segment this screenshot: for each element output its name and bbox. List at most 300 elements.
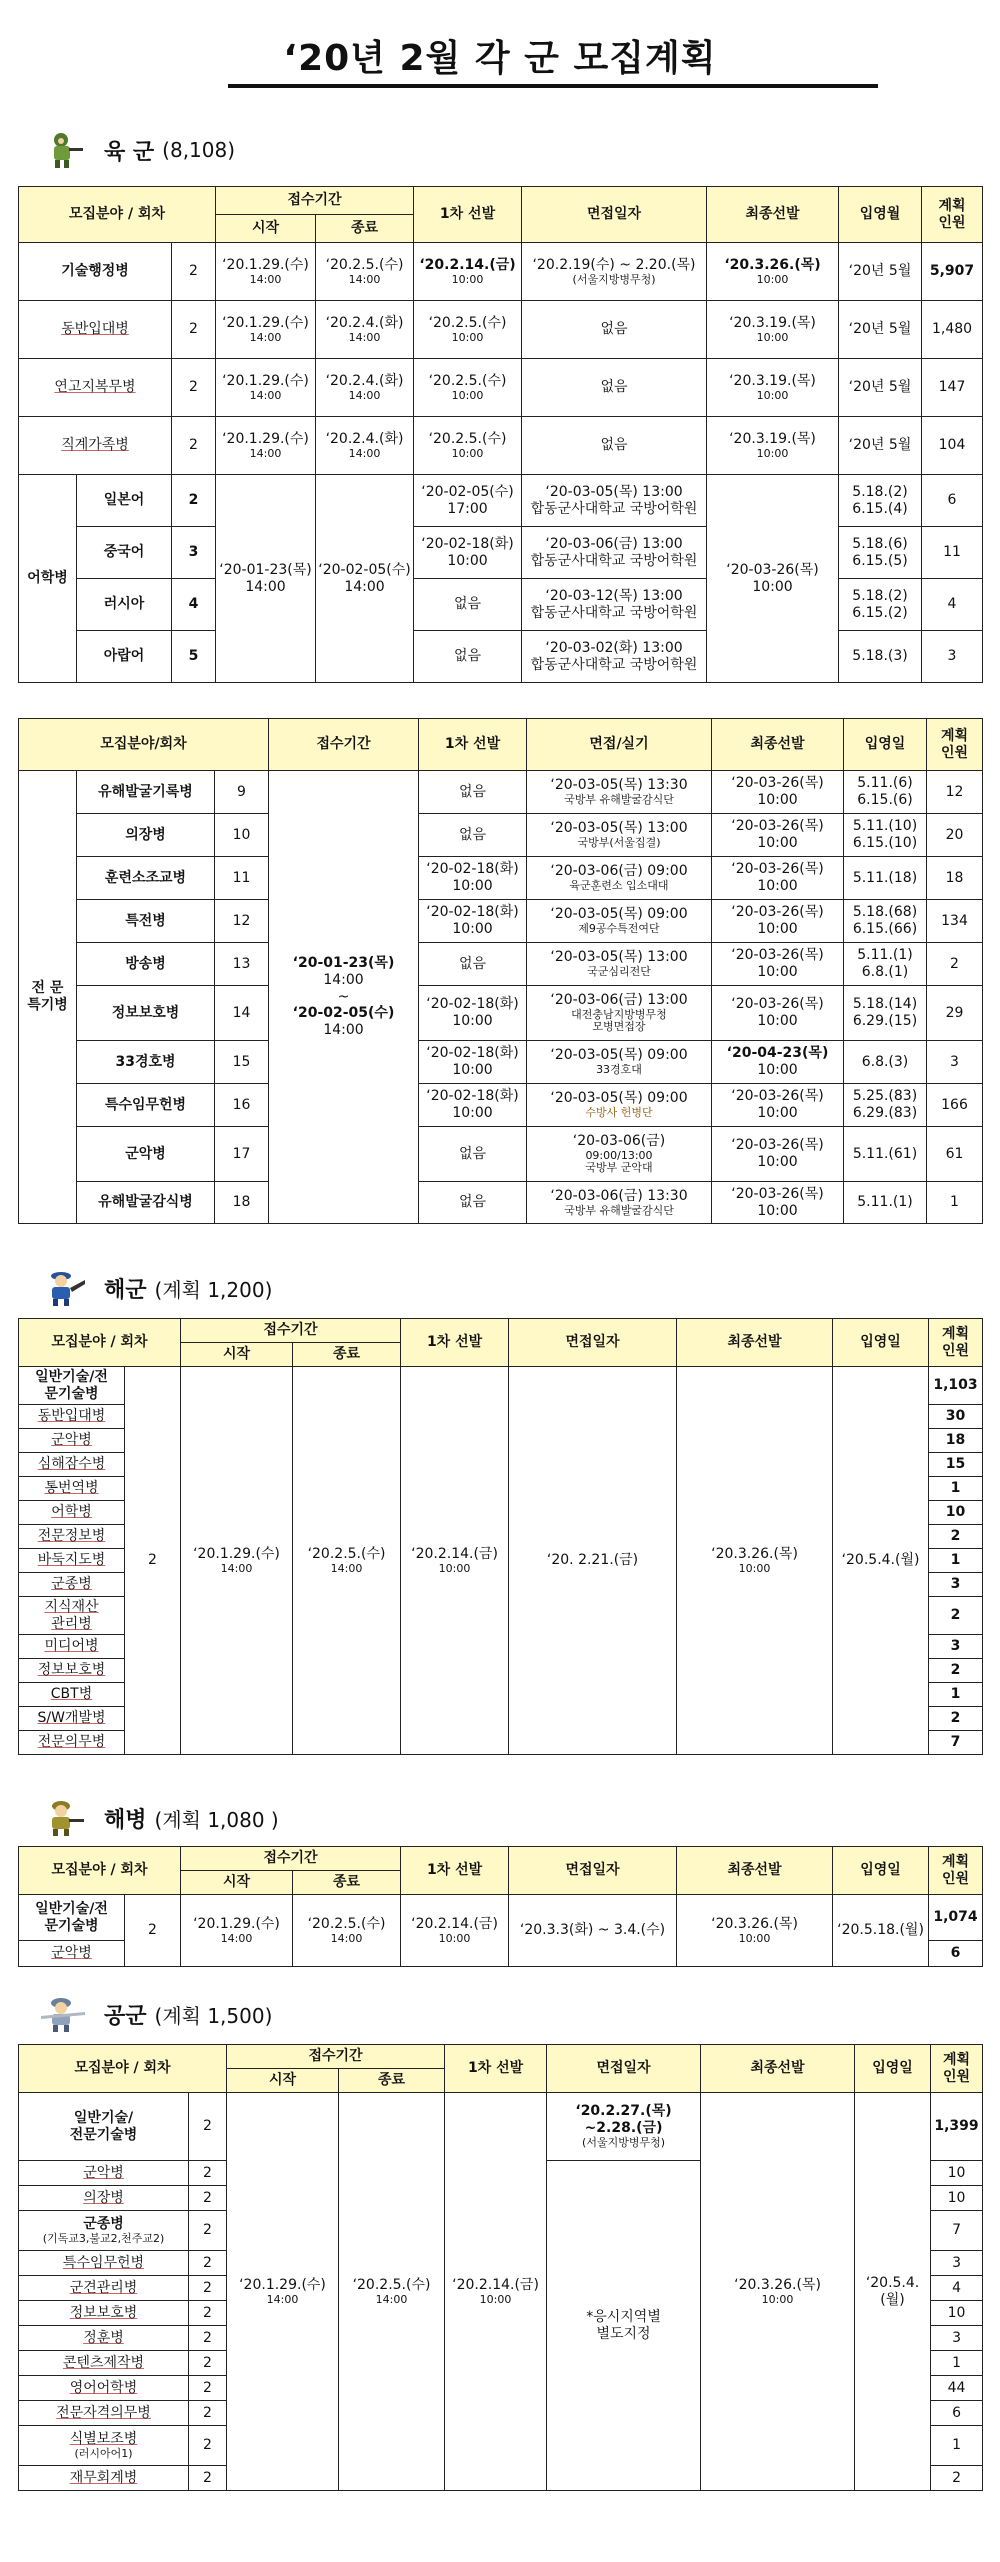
final-cell-text: 10:00 — [757, 1154, 798, 1170]
header-field — [19, 1319, 181, 1367]
final-cell-text: ‘20.3.19.(목) — [729, 372, 816, 389]
round-cell — [215, 986, 269, 1041]
header-enlist-text: 입영일 — [864, 736, 906, 753]
field-cell — [19, 1683, 125, 1707]
interview-rest-cell — [547, 2161, 701, 2491]
field-cell — [19, 1597, 125, 1635]
field-cell-text: 전문자격의무병 — [56, 2404, 151, 2421]
field-cell — [77, 579, 172, 631]
header-field — [19, 187, 216, 243]
round-cell — [125, 1367, 181, 1755]
round-cell-text: 18 — [232, 1194, 251, 1211]
count-cell — [929, 1895, 983, 1941]
interview-cell — [527, 1127, 712, 1182]
round-cell-text: 11 — [232, 869, 251, 886]
count-cell — [929, 1731, 983, 1755]
interview-cell-text: ‘20-03-06(금) — [572, 1132, 666, 1149]
count-cell — [922, 359, 983, 417]
table-row — [19, 1367, 983, 1405]
field-cell — [19, 2301, 189, 2326]
interview-cell — [527, 771, 712, 814]
final-cell-text: 10:00 — [757, 835, 798, 851]
start-cell-text: 14:00 — [249, 330, 282, 344]
interview-sub: 대전충남지방병무청 — [571, 1007, 667, 1021]
count-cell — [922, 301, 983, 359]
header-interview — [509, 1847, 677, 1895]
header-reception — [181, 1319, 401, 1343]
navy-sailor-icon — [38, 1268, 90, 1308]
reception-cell-text: ~ — [337, 988, 350, 1005]
first-cell — [414, 527, 522, 579]
table-row — [19, 814, 983, 857]
header-count — [929, 1319, 983, 1367]
field-cell-text: 유해발굴감식병 — [98, 1194, 193, 1211]
field-cell — [19, 301, 172, 359]
interview-cell — [509, 1367, 677, 1755]
interview-cell-text: ‘20-03-06(금) 13:30 — [550, 1187, 688, 1204]
first-cell-text: 없음 — [458, 1145, 487, 1162]
field-cell — [19, 1731, 125, 1755]
first-cell-text: ‘20-02-18(화) — [426, 1045, 519, 1062]
round-cell — [172, 359, 216, 417]
header-final — [677, 1847, 833, 1895]
army-plan: (8,108) — [162, 138, 236, 162]
count-cell-text: 3 — [950, 1638, 961, 1655]
final-cell — [712, 1127, 844, 1182]
final-cell — [677, 1895, 833, 1967]
end-cell-text: 14:00 — [375, 2292, 408, 2306]
header-reception-text: 접수기간 — [308, 2048, 363, 2065]
field-cell-text: 심해잠수병 — [37, 1456, 106, 1473]
start-cell-text: ‘20.1.29.(수) — [222, 256, 309, 273]
field-cell-text: 직계가족병 — [61, 437, 129, 454]
interview-cell-text: ‘20-03-06(금) 09:00 — [550, 863, 688, 880]
field-cell-text: 일반기술/전 문기술병 — [35, 1368, 108, 1402]
round-cell-text: 13 — [232, 955, 251, 972]
count-cell — [927, 1084, 983, 1127]
header-count-text: 계획 인원 — [942, 1853, 970, 1887]
count-cell — [927, 1182, 983, 1224]
header-final-text: 최종선발 — [745, 206, 800, 223]
interview-cell — [522, 527, 707, 579]
header-reception-text: 접수기간 — [316, 736, 371, 753]
interview-cell — [527, 943, 712, 986]
round-cell — [172, 631, 216, 683]
enlist-cell — [844, 771, 927, 814]
start-cell-text: ‘20.1.29.(수) — [222, 372, 309, 389]
first-cell — [445, 2093, 547, 2491]
end-cell-text: ‘20.2.4.(화) — [325, 314, 404, 331]
field-cell — [77, 814, 215, 857]
field-cell-text: 통번역병 — [44, 1480, 99, 1497]
final-cell — [712, 943, 844, 986]
start-cell-text: ‘20.1.29.(수) — [222, 314, 309, 331]
field-cell — [77, 527, 172, 579]
interview-cell-text: ‘20-03-12(목) 13:00 — [545, 587, 683, 604]
field-cell-text: 군종병 — [83, 2215, 124, 2232]
enlist-cell — [839, 243, 922, 301]
count-cell-text: 1,399 — [934, 2118, 979, 2135]
field-cell-text: 기술행정병 — [61, 263, 129, 280]
start-cell-text: 14:00 — [249, 388, 282, 402]
header-interview-text: 면접일자 — [565, 1862, 620, 1879]
count-cell — [929, 1573, 983, 1597]
header-final-text: 최종선발 — [727, 1334, 782, 1351]
count-cell-text: 3 — [950, 1053, 959, 1070]
field-cell — [19, 2093, 189, 2161]
end-cell-text: 14:00 — [348, 388, 381, 402]
end-cell — [316, 301, 414, 359]
table-row — [19, 475, 983, 527]
count-cell — [929, 1453, 983, 1477]
interview-cell — [547, 2093, 701, 2161]
end-cell — [293, 1895, 401, 1967]
round-cell — [172, 417, 216, 475]
table-row — [19, 943, 983, 986]
table-row — [19, 1041, 983, 1084]
header-final-text: 최종선발 — [750, 736, 805, 753]
count-cell — [929, 1477, 983, 1501]
field-cell — [19, 417, 172, 475]
header-enlist — [833, 1847, 929, 1895]
enlist-cell — [839, 359, 922, 417]
navy-plan: (계획 1,200) — [154, 1277, 273, 1302]
count-cell — [922, 417, 983, 475]
field-cell-text: 유해발굴기록병 — [98, 783, 193, 800]
table-row — [19, 359, 983, 417]
header-row — [19, 187, 983, 215]
airforce-name: 공군 — [104, 2003, 147, 2029]
field-cell-text: 방송병 — [125, 955, 166, 972]
end-cell-text: ‘20.2.4.(화) — [325, 372, 404, 389]
count-cell-text: 3 — [952, 2329, 961, 2346]
field-cell-text: 재무회계병 — [69, 2469, 138, 2486]
first-cell — [414, 359, 522, 417]
enlist-cell-text: 5.11.(1) — [857, 1194, 913, 1211]
first-cell-text: 10:00 — [451, 330, 484, 344]
header-end — [339, 2069, 445, 2093]
interview-cell-text: ‘20-03-05(목) 13:00 — [550, 949, 688, 966]
field-cell-text: 콘텐츠제작병 — [62, 2354, 145, 2371]
round-cell — [215, 1084, 269, 1127]
round-cell — [172, 527, 216, 579]
end-cell — [293, 1367, 401, 1755]
lang-end-cell-text: ‘20-02-05(수) — [318, 561, 411, 578]
army-main-table — [18, 186, 983, 683]
final-cell-text: ‘20.3.19.(목) — [729, 314, 816, 331]
header-row — [19, 1319, 983, 1343]
header-end — [316, 215, 414, 243]
field-cell-text: 지식재산 관리병 — [44, 1598, 99, 1632]
interview-cell-text: ‘20.2.27.(목) ~2.28.(금) — [575, 2103, 672, 2137]
end-cell-text: ‘20.2.5.(수) — [352, 2276, 431, 2293]
header-first — [401, 1847, 509, 1895]
enlist-cell — [833, 1367, 929, 1755]
count-cell — [927, 1041, 983, 1084]
enlist-cell-text: 5.18.(2) — [852, 483, 908, 500]
count-cell-text: 20 — [945, 826, 964, 843]
final-cell — [712, 771, 844, 814]
lang-end-cell-text: 14:00 — [344, 578, 385, 595]
field-cell — [77, 900, 215, 943]
header-first — [419, 719, 527, 771]
count-cell-text: 18 — [945, 869, 964, 886]
field-cell — [19, 2351, 189, 2376]
field-cell — [19, 1549, 125, 1573]
field-cell-text: 군악병 — [83, 2164, 124, 2181]
interview-sub: 국방부 유해발굴감식단 — [564, 793, 674, 807]
enlist-cell-text: ‘20년 5월 — [848, 437, 912, 454]
field-cell — [19, 1367, 125, 1405]
count-cell-text: 3 — [947, 648, 957, 665]
final-cell-text: 10:00 — [757, 1062, 798, 1078]
enlist-cell-text: ‘20.5.4.(월) — [865, 2274, 920, 2308]
end-cell — [339, 2093, 445, 2491]
count-cell-text: 166 — [941, 1096, 968, 1113]
header-final — [701, 2045, 855, 2093]
first-cell — [414, 243, 522, 301]
first-cell-text: 없음 — [458, 783, 487, 800]
field-cell-text: 특전병 — [125, 912, 166, 929]
count-cell-text: 1,103 — [933, 1377, 978, 1394]
final-cell-text: ‘20-03-26(목) — [731, 904, 824, 921]
first-cell-text: 없음 — [453, 596, 482, 613]
lang-start-cell-text: 14:00 — [245, 578, 286, 595]
lang-final-cell-text: ‘20-03-26(목) — [726, 561, 819, 578]
header-first-text: 1차 선발 — [439, 206, 496, 223]
header-count — [927, 719, 983, 771]
header-field-text: 모집분야 / 회차 — [51, 1334, 148, 1351]
field-cell-text: 군악병 — [51, 1432, 92, 1449]
end-cell-text: 14:00 — [330, 1561, 363, 1575]
count-cell — [927, 857, 983, 900]
field-cell — [77, 475, 172, 527]
table-row — [19, 301, 983, 359]
first-cell — [419, 943, 527, 986]
round-cell-text: 14 — [232, 1004, 251, 1021]
header-enlist — [839, 187, 922, 243]
field-cell — [77, 857, 215, 900]
end-cell-text: ‘20.2.4.(화) — [325, 430, 404, 447]
round-cell — [172, 475, 216, 527]
count-cell-text: 10 — [947, 2304, 966, 2321]
count-cell-text: 1,480 — [931, 321, 973, 338]
header-count — [931, 2045, 983, 2093]
enlist-cell-text: 5.11.(18) — [852, 869, 918, 886]
specialty-group-cell-text: 전 문 특기병 — [27, 980, 68, 1013]
interview-cell — [522, 579, 707, 631]
field-cell — [19, 1941, 125, 1967]
field-cell — [77, 631, 172, 683]
count-cell-text: 2 — [950, 1528, 961, 1545]
count-cell — [929, 1941, 983, 1967]
round-cell-text: 10 — [232, 826, 251, 843]
interview-cell — [522, 301, 707, 359]
field-cell-text: 미디어병 — [44, 1638, 99, 1655]
final-cell-text: ‘20-03-26(목) — [731, 775, 824, 792]
count-cell — [931, 2161, 983, 2186]
field-cell — [19, 1453, 125, 1477]
table-row — [19, 900, 983, 943]
first-cell-text: ‘20-02-18(화) — [426, 1088, 519, 1105]
final-cell-text: 10:00 — [757, 792, 798, 808]
count-cell — [931, 2186, 983, 2211]
count-cell-text: 1 — [952, 2437, 961, 2454]
header-start-text: 시작 — [222, 1346, 251, 1363]
header-end-text: 종료 — [377, 2072, 406, 2089]
round-cell — [189, 2186, 227, 2211]
field-cell — [19, 359, 172, 417]
header-interview-text: 면접일자 — [565, 1334, 620, 1351]
header-reception-text: 접수기간 — [263, 1322, 318, 1339]
round-cell — [125, 1895, 181, 1967]
enlist-cell — [839, 631, 922, 683]
field-cell — [19, 243, 172, 301]
enlist-cell-text: ‘20년 5월 — [848, 263, 912, 280]
start-cell — [216, 243, 316, 301]
count-cell-text: 2 — [950, 1607, 961, 1624]
final-cell-text: ‘20-03-26(목) — [731, 818, 824, 835]
enlist-cell — [844, 1182, 927, 1224]
count-cell-text: 44 — [947, 2379, 966, 2396]
final-cell — [707, 301, 839, 359]
round-cell — [215, 814, 269, 857]
start-cell — [227, 2093, 339, 2491]
enlist-cell-text: 5.11.(10) — [852, 818, 918, 835]
header-first — [445, 2045, 547, 2093]
field-cell-text: 어학병 — [51, 1504, 92, 1521]
round-cell — [215, 1041, 269, 1084]
field-cell — [19, 2211, 189, 2251]
end-cell-text: ‘20.2.5.(수) — [325, 256, 404, 273]
count-cell-text: 2 — [950, 1662, 961, 1679]
count-cell — [931, 2351, 983, 2376]
header-first — [401, 1319, 509, 1367]
enlist-cell — [844, 986, 927, 1041]
field-cell — [77, 1041, 215, 1084]
army-section-header — [38, 130, 235, 170]
header-enlist — [844, 719, 927, 771]
round-cell-text: 2 — [203, 2354, 212, 2371]
count-cell — [922, 475, 983, 527]
field-cell-text: 군견관리병 — [69, 2279, 138, 2296]
marines-table — [18, 1846, 983, 1967]
interview-cell-text: 합동군사대학교 국방어학원 — [530, 604, 698, 621]
field-cell-text: 군악병 — [125, 1145, 166, 1162]
enlist-cell-text: 6.15.(4) — [852, 500, 908, 517]
field-cell-text: 동반입대병 — [61, 321, 129, 338]
count-cell — [927, 900, 983, 943]
lang-final-cell — [707, 475, 839, 683]
field-cell — [77, 986, 215, 1041]
round-cell-text: 2 — [148, 1922, 157, 1939]
lang-start-cell-text: ‘20-01-23(목) — [219, 561, 312, 578]
start-cell-text: 14:00 — [249, 272, 282, 286]
round-cell — [189, 2211, 227, 2251]
header-first — [414, 187, 522, 243]
lang-group-cell — [19, 475, 77, 683]
header-reception-text: 접수기간 — [263, 1850, 318, 1867]
round-cell-text: 2 — [189, 437, 198, 454]
count-cell — [929, 1405, 983, 1429]
interview-sub: 국방부(서울집결) — [577, 836, 661, 850]
header-count — [929, 1847, 983, 1895]
final-cell-text: 10:00 — [756, 388, 789, 402]
header-count-text: 계획 인원 — [938, 197, 966, 231]
header-enlist-text: 입영일 — [860, 1862, 901, 1879]
final-cell — [707, 417, 839, 475]
count-cell-text: 12 — [945, 783, 964, 800]
count-cell — [929, 1525, 983, 1549]
round-cell — [215, 857, 269, 900]
field-cell — [19, 1659, 125, 1683]
table-row — [19, 2093, 983, 2161]
final-cell-text: 10:00 — [756, 330, 789, 344]
enlist-cell — [839, 417, 922, 475]
count-cell-text: 147 — [938, 379, 966, 396]
enlist-cell-text: 5.11.(61) — [852, 1145, 918, 1162]
count-cell — [931, 2276, 983, 2301]
start-cell — [216, 417, 316, 475]
interview-cell-text: 합동군사대학교 국방어학원 — [530, 552, 698, 569]
header-start-text: 시작 — [268, 2072, 297, 2089]
header-row — [19, 719, 983, 771]
first-cell-text: ‘20.2.5.(수) — [428, 372, 507, 389]
header-start-text: 시작 — [251, 220, 280, 237]
field-cell — [19, 1429, 125, 1453]
interview-cell — [527, 1182, 712, 1224]
interview-cell-text: (서울지방병무청) — [582, 2135, 666, 2149]
final-cell-text: ‘20-03-26(목) — [731, 861, 824, 878]
header-enlist-text: 입영일 — [872, 2060, 913, 2077]
header-reception — [216, 187, 414, 215]
field-cell — [77, 1182, 215, 1224]
count-cell-text: 29 — [945, 1004, 964, 1021]
field-cell-text: 정보보호병 — [69, 2304, 138, 2321]
header-count — [922, 187, 983, 243]
first-cell — [419, 771, 527, 814]
header-final — [707, 187, 839, 243]
enlist-cell — [844, 814, 927, 857]
round-cell-text: 2 — [203, 2379, 212, 2396]
first-cell-text: ‘20.2.14.(금) — [452, 2276, 539, 2293]
final-cell-text: ‘20-03-26(목) — [731, 1185, 824, 1202]
count-cell — [931, 2326, 983, 2351]
header-field — [19, 719, 269, 771]
round-cell-text: 2 — [203, 2404, 212, 2421]
count-cell-text: 1 — [950, 1552, 961, 1569]
first-cell — [419, 814, 527, 857]
first-cell-text: 10:00 — [452, 1105, 493, 1121]
end-cell — [316, 243, 414, 301]
interview-cell — [527, 814, 712, 857]
enlist-cell — [844, 1127, 927, 1182]
field-cell-text: 정훈병 — [83, 2329, 124, 2346]
interview-cell — [509, 1895, 677, 1967]
final-cell-text: ‘20-03-26(목) — [731, 1088, 824, 1105]
enlist-cell-text: 5.11.(1) — [857, 947, 913, 964]
table-row — [19, 527, 983, 579]
count-cell — [929, 1367, 983, 1405]
interview-cell-text: ‘20-03-02(화) 13:00 — [545, 639, 683, 656]
count-cell — [931, 2093, 983, 2161]
field-cell — [19, 2326, 189, 2351]
count-cell-text: 11 — [943, 544, 961, 561]
round-cell — [215, 900, 269, 943]
round-cell-text: 2 — [203, 2164, 212, 2181]
round-cell — [172, 243, 216, 301]
interview-sub: 국방부 유해발굴감식단 — [564, 1203, 674, 1217]
